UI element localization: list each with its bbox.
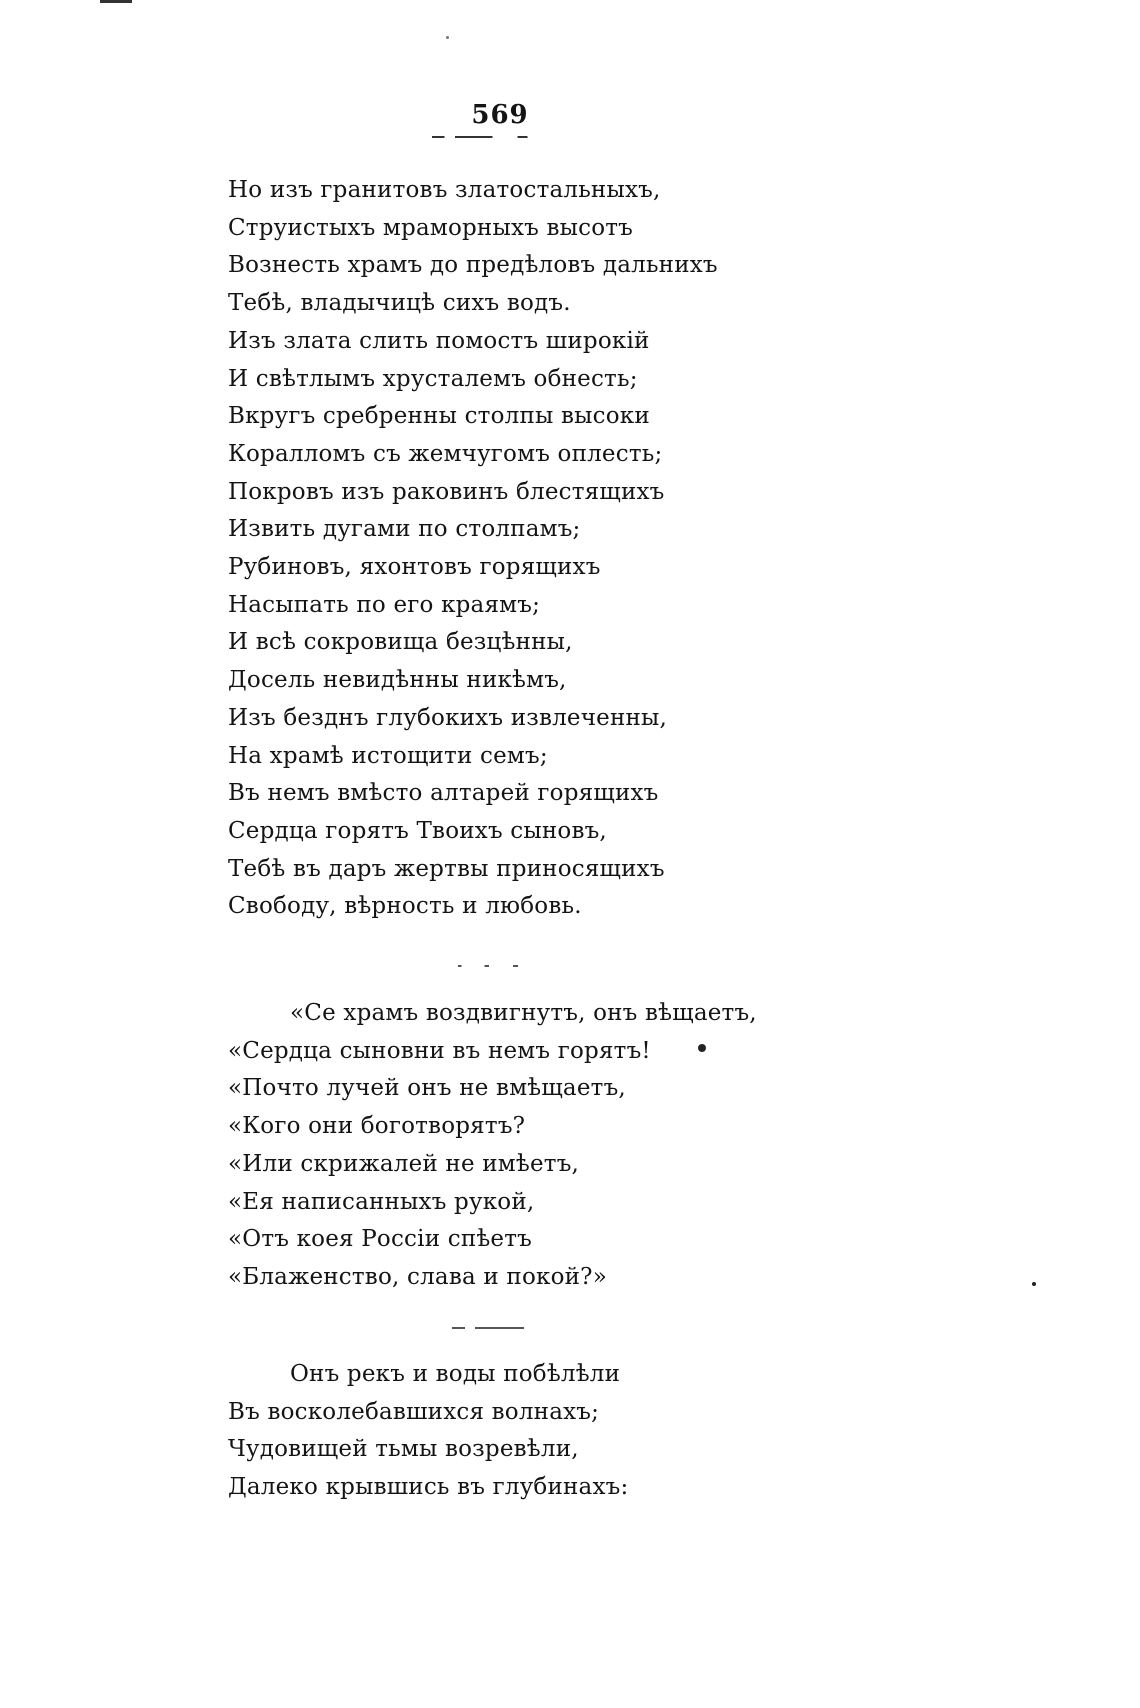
section-divider: [458, 965, 518, 967]
verse-line: Изъ безднъ глубокихъ извлеченны,: [228, 704, 668, 731]
verse-line: Вознесть храмъ до предѣловъ дальнихъ: [228, 252, 718, 279]
verse-line: Далеко крывшись въ глубинахъ:: [228, 1474, 629, 1501]
scan-artifact-mark: [100, 0, 132, 3]
verse-line: «Блаженство, слава и покой?»: [228, 1263, 607, 1290]
verse-line: Изъ злата слить помостъ широкій: [228, 327, 650, 354]
section-divider: [452, 1327, 524, 1329]
verse-line: Чудовищей тьмы возревѣли,: [228, 1436, 579, 1463]
verse-line: Онъ рекъ и воды побѣлѣли: [290, 1361, 621, 1387]
stanza-3: [228, 1356, 628, 1507]
verse-line: Струистыхъ мраморныхъ высотъ: [228, 214, 634, 241]
stanza-2: [228, 995, 757, 1297]
verse-line: «Се храмъ воздвигнутъ, онъ вѣщаетъ,: [290, 1000, 757, 1026]
ink-blot: [698, 1044, 706, 1052]
verse-line: «Или скрижалей не имѣетъ,: [228, 1150, 580, 1177]
verse-line: Насыпать по его краямъ;: [228, 591, 541, 618]
page-number: 569: [471, 100, 529, 130]
verse-line: Досель невидѣнны никѣмъ,: [228, 667, 567, 694]
verse-line: Тебѣ, владычицѣ сихъ водъ.: [228, 290, 571, 317]
verse-line: «Отъ коея Россіи спѣетъ: [228, 1226, 532, 1253]
verse-line: Свободу, вѣрность и любовь.: [228, 893, 582, 920]
scan-speck: [446, 36, 449, 39]
verse-line: Тебѣ въ даръ жертвы приносящихъ: [228, 855, 665, 882]
verse-line: Въ восколебавшихся волнахъ;: [228, 1398, 600, 1425]
verse-line: И всѣ сокровища безцѣнны,: [228, 629, 573, 656]
verse-line: «Кого они боготворятъ?: [228, 1113, 526, 1140]
verse-line: «Почто лучей онъ не вмѣщаетъ,: [228, 1075, 626, 1102]
page-number-underline: [432, 136, 536, 138]
verse-line: Извить дугами по столпамъ;: [228, 516, 581, 543]
verse-line: Коралломъ съ жемчугомъ оплесть;: [228, 440, 663, 467]
verse-line: Но изъ гранитовъ златостальныхъ,: [228, 177, 661, 203]
verse-line: Сердца горятъ Твоихъ сыновъ,: [228, 817, 607, 844]
verse-line: Покровъ изъ раковинъ блестящихъ: [228, 478, 665, 505]
verse-line: «Ея написанныхъ рукой,: [228, 1188, 535, 1215]
verse-line: И свѣтлымъ хрусталемъ обнесть;: [228, 365, 638, 392]
stanza-1: [228, 172, 718, 926]
verse-line: На храмѣ истощити семъ;: [228, 742, 548, 769]
verse-line: Вкругъ сребренны столпы высоки: [228, 403, 650, 430]
verse-line: Въ немъ вмѣсто алтарей горящихъ: [228, 780, 659, 807]
verse-line: Рубиновъ, яхонтовъ горящихъ: [228, 554, 601, 581]
verse-line: «Сердца сыновни въ немъ горятъ!: [228, 1037, 651, 1064]
scan-speck: [1032, 1282, 1036, 1286]
